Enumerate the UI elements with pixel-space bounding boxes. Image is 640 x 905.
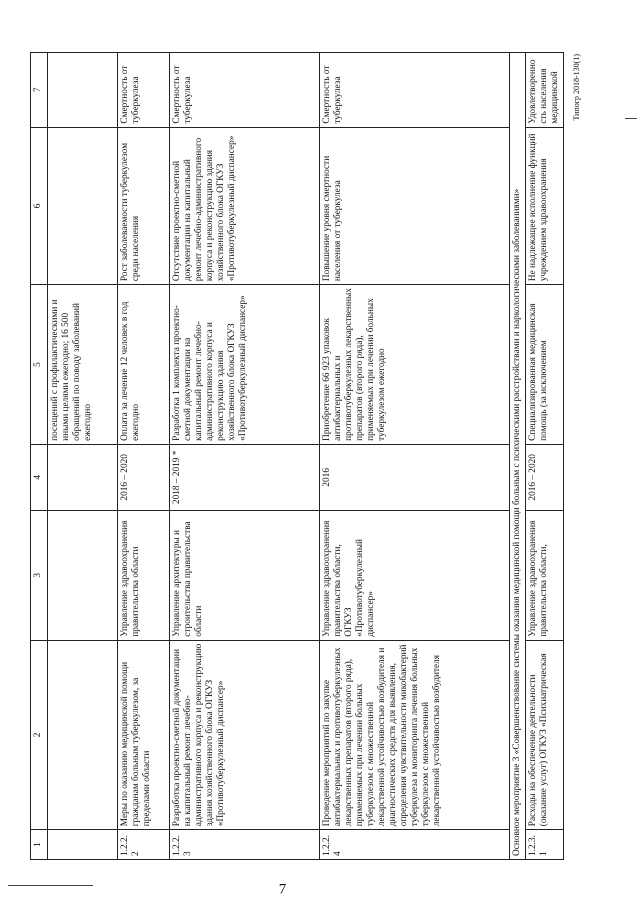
- cell-executor: [48, 510, 118, 640]
- cell-executor: Управление здравоохранения правительства области: [118, 510, 170, 640]
- rotated-page: [30, 50, 585, 898]
- table-row: [118, 53, 170, 860]
- section-title: Основное мероприятие 3 «Совершенствование системы оказания медицинской помощи больным с психическими расстройствами и наркологическими заболеваниями»: [510, 53, 526, 860]
- cell-consequence: Рост заболеваемости туберкулезом среди населения: [118, 127, 170, 285]
- cell-period: 2016 – 2020: [526, 444, 564, 510]
- cell-consequence: [48, 127, 118, 285]
- cell-num: 1.2.2.4: [320, 830, 510, 860]
- cell-measure: Проведение мероприятий по закупке антибактериальных и противотуберкулезных лекарственных препаратов (второго ряда), применяемых при лечении больных туберкулезом с множественной лекарственной устойчивостью возбудителя и диагностических средств для выявления, определения чувствительности микобактерий туберкулеза и мониторинга лечения больных туберкулезом с множественной лекарственной устойчивостью возбудителя: [320, 640, 510, 830]
- cell-executor: Управление здравоохранения правительства области, ОГКУЗ «Противотуберкулезный диспансер»: [320, 510, 510, 640]
- table-row: [526, 53, 564, 860]
- cell-measure: Расходы на обеспечение деятельности (оказание услуг) ОГКУЗ «Психиатрическая: [526, 640, 564, 830]
- cell-result: Оплата за лечение 12 человек в год ежегодно: [118, 285, 170, 445]
- cell-result: Специализированная медицинская помощь (за исключением: [526, 285, 564, 445]
- cell-measure: [48, 640, 118, 830]
- cell-consequence: Повышение уровня смертности населения от туберкулеза: [320, 127, 510, 285]
- cell-num: 1.2.2.2: [118, 830, 170, 860]
- cell-indicator: [48, 53, 118, 128]
- footnote-rule: [8, 885, 93, 886]
- cell-indicator: Удовлетворенность населения медицинской: [526, 53, 564, 128]
- cell-measure: Меры по оказанию медицинской помощи гражданам больным туберкулезом, за пределами области: [118, 640, 170, 830]
- cell-period: 2018 – 2019 *: [170, 444, 320, 510]
- header-row: [31, 53, 48, 860]
- cell-result: Разработка 1 комплекта проектно-сметной документации на капитальный ремонт лечебно-административного корпуса и реконструкцию здания хозяйственного блока ОГКУЗ «Противотуберкулезный диспансер»: [170, 285, 320, 445]
- col-header: 4: [31, 444, 48, 510]
- cell-result: посещений с профилактическими и иными целями ежегодно; 16 500 обращений по поводу заболеваний ежегодно: [48, 285, 118, 445]
- cell-executor: Управление здравоохранения правительства области,: [526, 510, 564, 640]
- col-header: 1: [31, 830, 48, 860]
- cell-result: Приобретение 66 923 упаковок антибактериальных и противотуберкулезных лекарственных препаратов (второго ряда), применяемых при лечении больных туберкулезом ежегодно: [320, 285, 510, 445]
- table-row: [48, 53, 118, 860]
- col-header: 7: [31, 53, 48, 128]
- cell-consequence: Отсутствие проектно-сметной документации на капитальный ремонт лечебно-административного корпуса и реконструкцию здания хозяйственного блока ОГКУЗ «Противотуберкулезный диспансер»: [170, 127, 320, 285]
- page-number: 7: [278, 881, 287, 898]
- col-header: 6: [31, 127, 48, 285]
- cell-period: 2016 – 2020: [118, 444, 170, 510]
- cell-num: 1.2.2.3: [170, 830, 320, 860]
- table-row: [170, 53, 320, 860]
- table-row: [320, 53, 510, 860]
- cell-period: [48, 444, 118, 510]
- measures-table: [30, 52, 564, 860]
- col-header: 3: [31, 510, 48, 640]
- cell-executor: Управление архитектуры и строительства правительства области: [170, 510, 320, 640]
- cell-num: 1.2.3.1: [526, 830, 564, 860]
- margin-mark: [625, 118, 637, 119]
- cell-indicator: Смертность от туберкулеза: [118, 53, 170, 128]
- cell-measure: Разработка проектно-сметной документации на капитальный ремонт лечебно-административного корпуса и реконструкцию здания хозяйственного блока ОГКУЗ «Противотуберкулезный диспансер»: [170, 640, 320, 830]
- cell-indicator: Смертность от туберкулеза: [170, 53, 320, 128]
- col-header: 5: [31, 285, 48, 445]
- cell-consequence: Не надлежащее исполнение функций учреждением здравоохранения: [526, 127, 564, 285]
- cell-num: [48, 830, 118, 860]
- col-header: 2: [31, 640, 48, 830]
- print-footer: Типогр 2018-130(1): [572, 54, 581, 121]
- section-row: [510, 53, 526, 860]
- cell-period: 2016: [320, 444, 510, 510]
- cell-indicator: Смертность от туберкулеза: [320, 53, 510, 128]
